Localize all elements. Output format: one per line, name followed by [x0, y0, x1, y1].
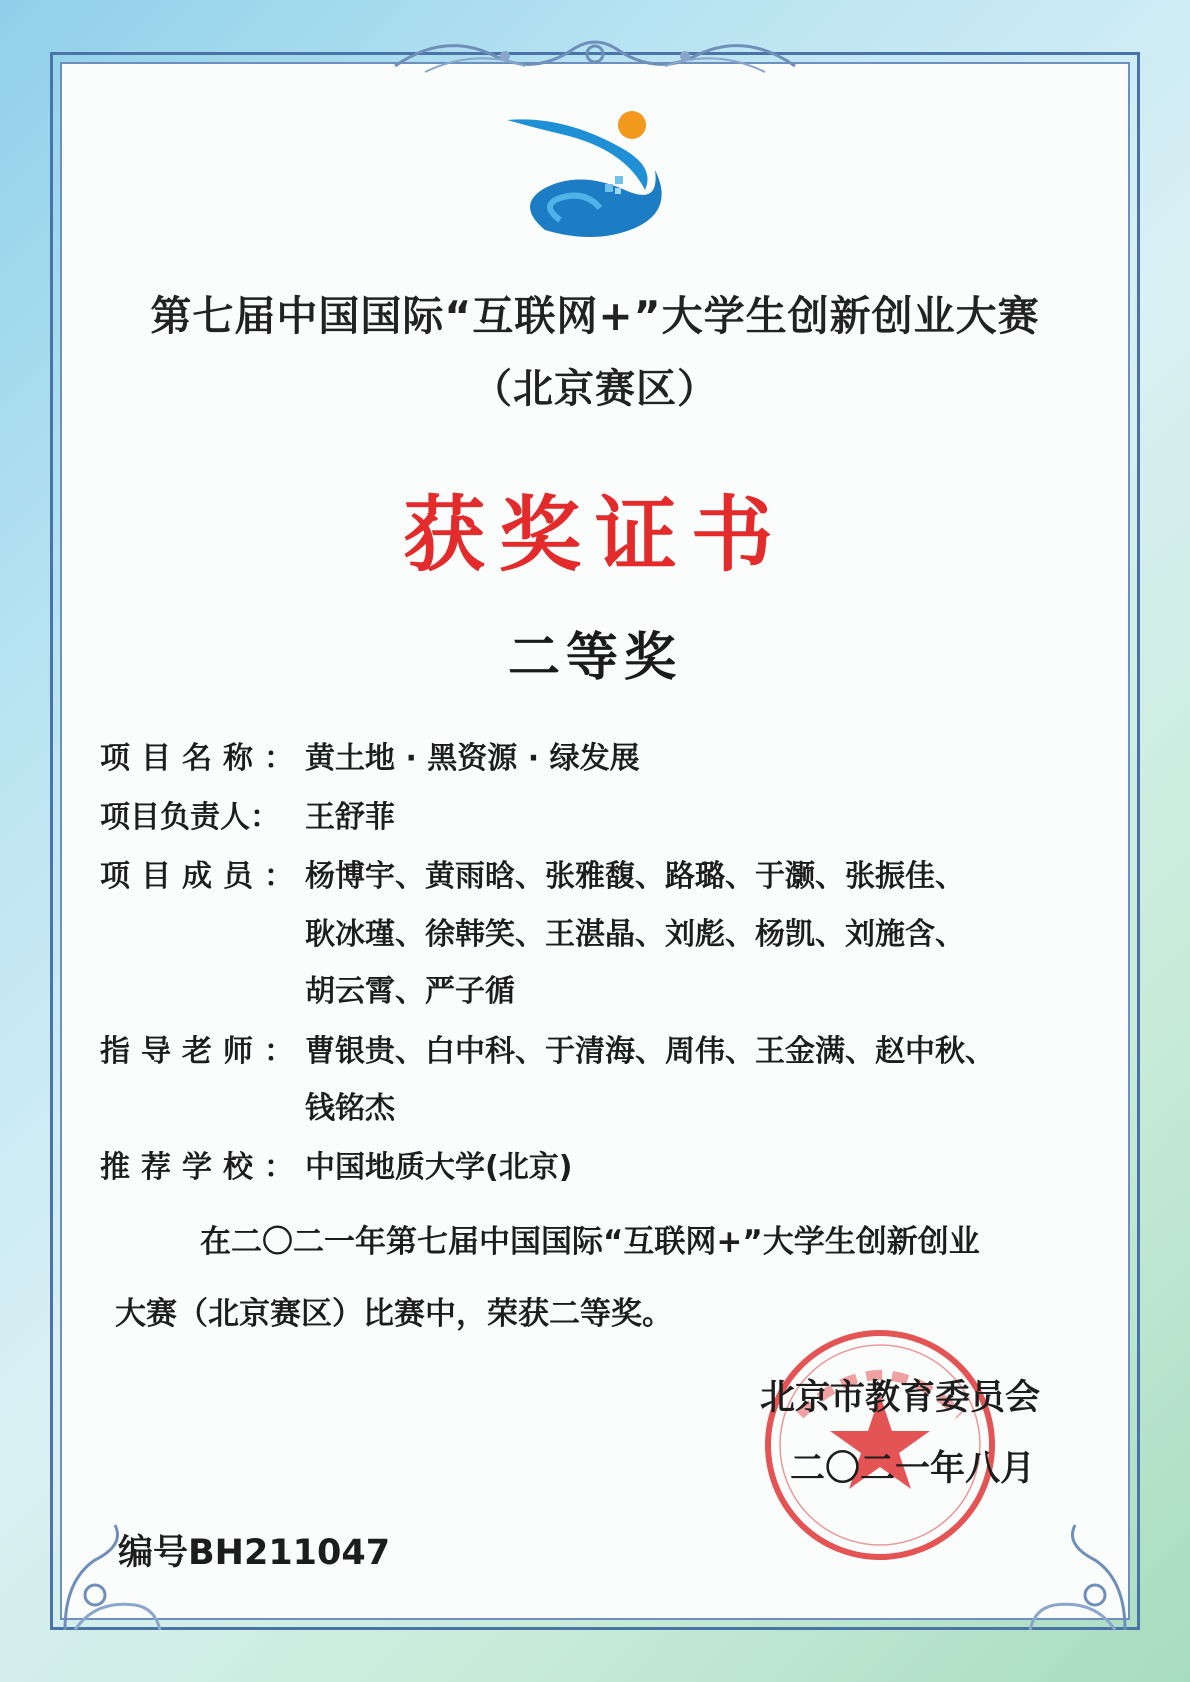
competition-logo — [505, 110, 705, 245]
certificate-title: 获奖证书 — [402, 487, 787, 583]
school-label: 推荐学校： — [100, 1150, 305, 1185]
top-ornament — [385, 26, 805, 82]
project-name-value: 黄土地 · 黑资源 · 绿发展 — [305, 741, 640, 776]
certificate-serial: 编号BH211047 — [118, 1533, 391, 1573]
leader-label: 项目负责人： — [100, 800, 280, 835]
advisors-line-2: 钱铭杰 — [305, 1091, 395, 1126]
members-line-3: 胡云霄、严子循 — [305, 974, 515, 1009]
advisors-line-1: 曹银贵、白中科、于清海、周伟、王金满、赵中秋、 — [305, 1034, 995, 1069]
advisors-label: 指导老师： — [100, 1034, 305, 1069]
issuer-name: 北京市教育委员会 — [760, 1378, 1041, 1418]
competition-title: 第七届中国国际“互联网+”大学生创新创业大赛 — [150, 292, 1040, 340]
school-value: 中国地质大学(北京) — [305, 1150, 573, 1185]
members-line-1: 杨博宇、黄雨晗、张雅馥、路璐、于灏、张振佳、 — [305, 859, 965, 894]
statement-line-2: 大赛（北京赛区）比赛中，荣获二等奖。 — [115, 1296, 673, 1332]
members-line-2: 耿冰瑾、徐韩笑、王湛晶、刘彪、杨凯、刘施含、 — [305, 917, 965, 952]
bottom-right-ornament — [1025, 1520, 1135, 1640]
competition-region: （北京赛区） — [472, 366, 718, 412]
project-name-label: 项目名称： — [100, 741, 305, 776]
statement-line-1: 在二〇二一年第七届中国国际“互联网+”大学生创新创业 — [200, 1224, 980, 1260]
leader-value: 王舒菲 — [305, 800, 395, 835]
members-label: 项目成员： — [100, 859, 305, 894]
award-level: 二等奖 — [507, 627, 682, 688]
issue-date: 二〇二一年八月 — [790, 1449, 1036, 1489]
